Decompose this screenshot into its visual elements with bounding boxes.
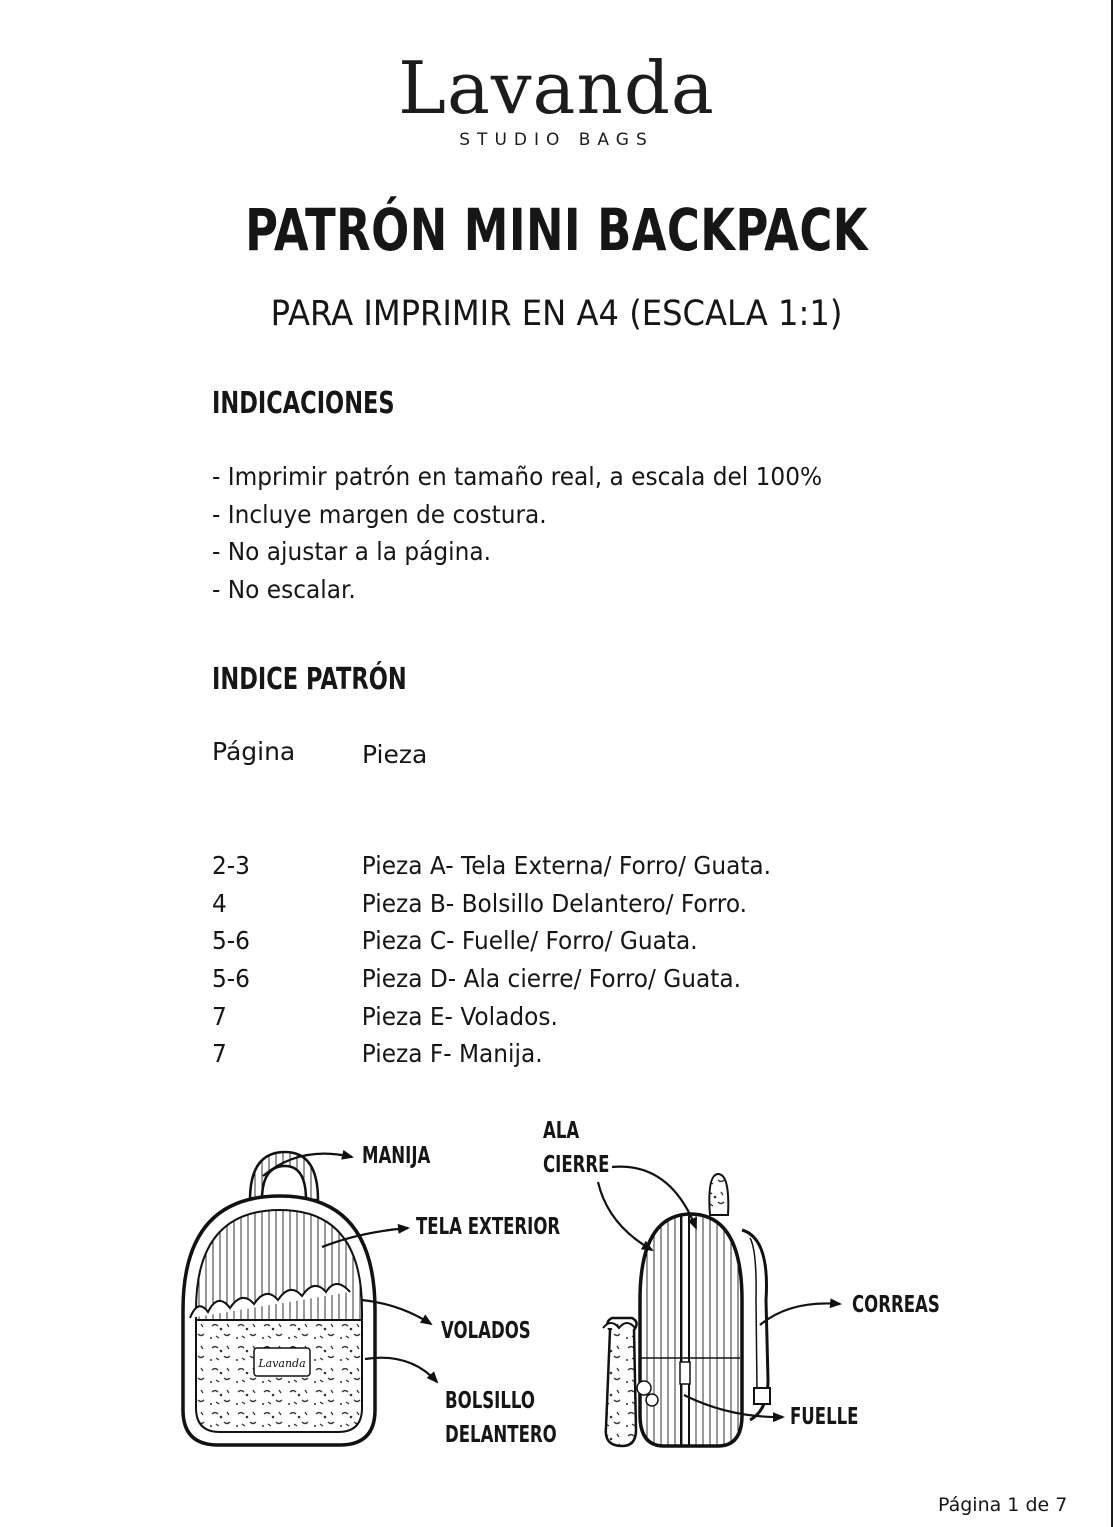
instruction-item: - No escalar.	[212, 574, 356, 604]
index-piece: Pieza B- Bolsillo Delantero/ Forro.	[361, 888, 748, 918]
instruction-item: - No ajustar a la página.	[212, 537, 491, 566]
indicaciones-heading: INDICACIONES	[212, 386, 395, 421]
index-page: 4	[212, 888, 227, 918]
label-ala-cierre	[543, 1114, 609, 1182]
brand-tagline: STUDIO BAGS	[459, 130, 654, 150]
index-piece: Pieza A- Tela Externa/ Forro/ Guata.	[361, 851, 772, 880]
indice-heading: INDICE PATRÓN	[212, 662, 407, 697]
page-subtitle: PARA IMPRIMIR EN A4 (ESCALA 1:1)	[270, 294, 843, 334]
instruction-item: - Imprimir patrón en tamaño real, a escala del 100%	[212, 462, 823, 491]
label-bolsillo	[445, 1384, 557, 1452]
index-piece: Pieza C- Fuelle/ Forro/ Guata.	[361, 926, 698, 956]
column-header-pieza: Pieza	[362, 740, 428, 769]
side-backpack	[603, 1174, 770, 1446]
column-header-pagina: Página	[212, 737, 296, 766]
front-backpack	[183, 1152, 375, 1445]
index-page: 5-6	[212, 926, 250, 956]
page-title: PATRÓN MINI BACKPACK	[245, 196, 868, 264]
brand-logo: Lavanda	[398, 46, 715, 130]
index-page: 2-3	[212, 851, 250, 880]
label-tela-exterior: TELA EXTERIOR	[416, 1214, 561, 1240]
label-correas: CORREAS	[852, 1292, 940, 1318]
index-page: 7	[212, 1001, 227, 1031]
label-cierre: CIERRE	[543, 1152, 610, 1178]
instruction-item: - Incluye margen de costura.	[212, 499, 547, 529]
label-manija: MANIJA	[362, 1143, 431, 1169]
index-page: 7	[212, 1039, 227, 1069]
index-page: 5-6	[212, 964, 250, 994]
pocket-tag-label: Lavanda	[258, 1357, 306, 1370]
index-piece: Pieza E- Volados.	[361, 1001, 558, 1031]
label-fuelle: FUELLE	[790, 1404, 859, 1430]
label-bolsillo-line1: BOLSILLO	[445, 1388, 535, 1414]
index-piece: Pieza D- Ala cierre/ Forro/ Guata.	[361, 964, 741, 994]
label-bolsillo-line2: DELANTERO	[445, 1422, 557, 1448]
label-ala: ALA	[543, 1118, 580, 1144]
index-piece: Pieza F- Manija.	[361, 1039, 543, 1069]
label-volados: VOLADOS	[441, 1318, 531, 1344]
page-number: Página 1 de 7	[938, 1494, 1068, 1516]
